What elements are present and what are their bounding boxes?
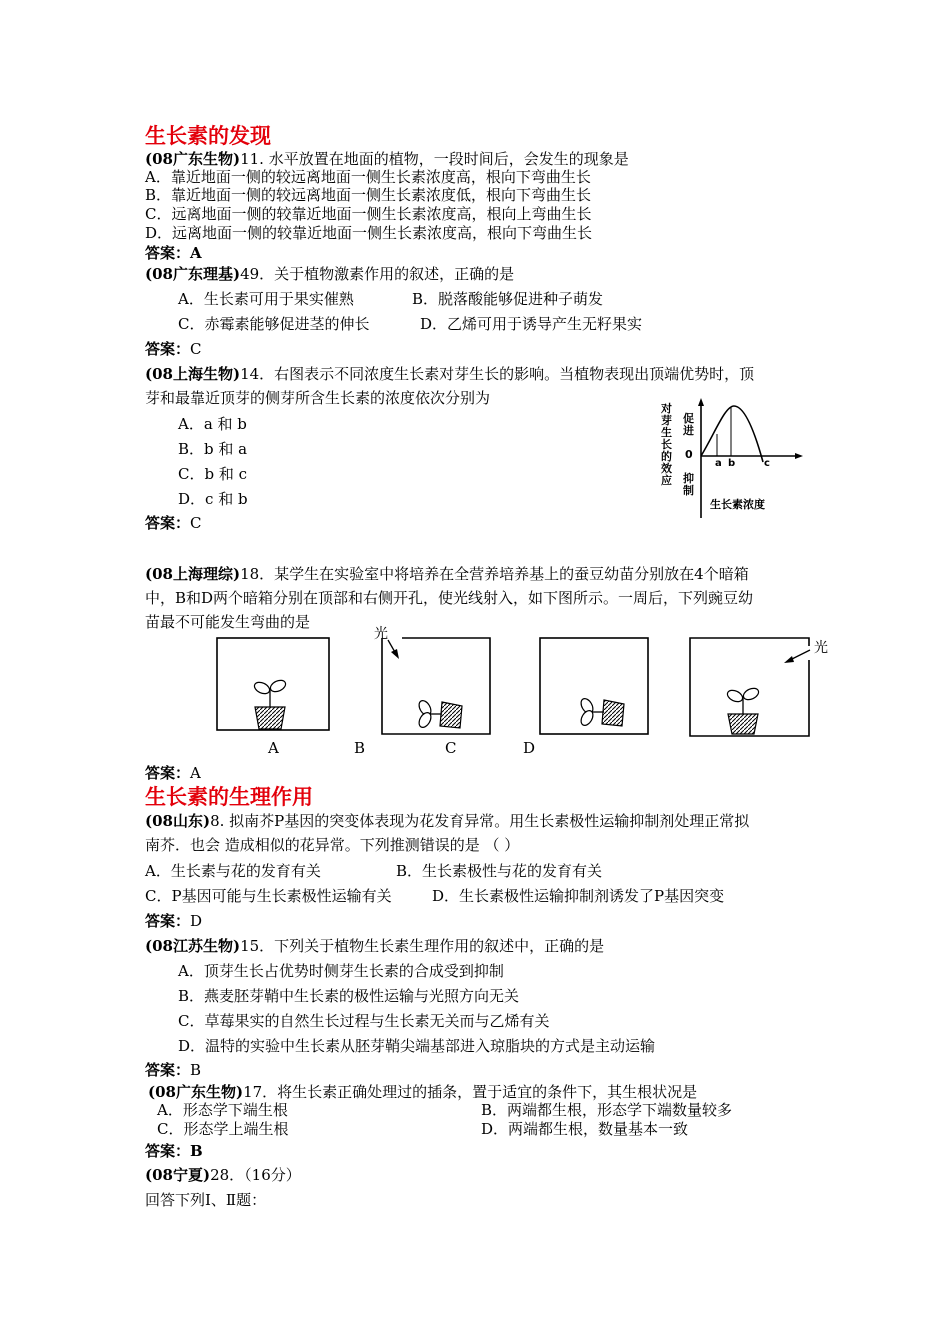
question-source: (08广东理基) [145, 265, 241, 283]
light-label: 光 [814, 640, 828, 656]
answer-value: D [190, 912, 203, 930]
point-label-b: b [728, 458, 736, 469]
light-arrowhead [784, 656, 794, 663]
option: A．a 和 b [178, 415, 247, 433]
section-title: 生长素的生理作用 [145, 785, 313, 809]
option: D．温特的实验中生长素从胚芽鞘尖端基部进入琼脂块的方式是主动运输 [178, 1037, 656, 1055]
question-source: (08广东生物) [145, 150, 241, 168]
question-stem-cont: 回答下列Ⅰ、Ⅱ题： [145, 1191, 267, 1209]
question-stem: 18．某学生在实验室中将培养在全营养培养基上的蚕豆幼苗分别放在4个暗箱 [240, 565, 749, 583]
answer [145, 1061, 201, 1080]
option: A．生长素可用于果实催熟 [178, 290, 354, 308]
y-axis-label-char: 应 [661, 474, 672, 487]
answer-label: 答案： [145, 764, 191, 782]
question-line [145, 365, 754, 384]
question-source: (08山东) [145, 812, 211, 830]
y-axis-label-char: 芽 [661, 414, 672, 427]
question-source: (08宁夏) [145, 1166, 211, 1184]
question-source: (08江苏生物) [145, 937, 241, 955]
question-line [145, 150, 629, 169]
dark-box-b [382, 638, 490, 734]
answer-label: 答案： [145, 340, 191, 358]
option: A．生长素与花的发育有关 [145, 862, 321, 880]
light-label: 光 [374, 626, 388, 642]
box-label-d: D [523, 739, 536, 757]
option: B．两端都生根，形态学下端数量较多 [481, 1101, 733, 1119]
question-source: (08上海生物) [145, 365, 241, 383]
question-stem: 28．（16分） [210, 1166, 301, 1184]
question-stem-cont: 芽和最靠近顶芽的侧芽所含生长素的浓度依次分别为 [145, 389, 491, 407]
option: A．形态学下端生根 [157, 1101, 288, 1119]
question-stem: 11. 水平放置在地面的植物，一段时间后，会发生的现象是 [240, 150, 629, 168]
option: C．远离地面一侧的较靠近地面一侧生长素浓度高，根向上弯曲生长 [145, 205, 592, 223]
box-label-b: B [354, 739, 366, 757]
question-source: (08广东生物) [148, 1083, 244, 1101]
question-stem: 17．将生长素正确处理过的插条，置于适宜的条件下，其生根状况是 [243, 1083, 698, 1101]
question-stem: 14．右图表示不同浓度生长素对芽生长的影响。当植物表现出顶端优势时，顶 [240, 365, 755, 383]
answer: 答案：B [145, 1142, 203, 1160]
answer [145, 912, 202, 931]
option: B．生长素极性与花的发育有关 [396, 862, 603, 880]
answer-value: C [190, 340, 202, 358]
question-stem-cont: 中，B和D两个暗箱分别在顶部和右侧开孔，使光线射入，如下图所示。一周后，下列豌豆幼 [145, 589, 754, 607]
inhibit-label-char: 抑 [683, 472, 694, 485]
question-line [145, 1166, 301, 1185]
seedling-upright [253, 678, 288, 729]
option: C．草莓果实的自然生长过程与生长素无关而与乙烯有关 [178, 1012, 550, 1030]
question-stem: 8. 拟南芥P基因的突变体表现为花发育异常。用生长素极性运输抑制剂处理正常拟 [210, 812, 750, 830]
answer [145, 340, 202, 359]
option: B．脱落酸能够促进种子萌发 [412, 290, 604, 308]
answer-label: 答案： [145, 514, 191, 532]
option: B．b 和 a [178, 440, 248, 458]
auxin-effect-figure [655, 398, 805, 520]
question-stem-cont: 南芥．也会 造成相似的花异常。下列推测错误的是 （ ） [145, 836, 520, 854]
seedling-tilted [417, 699, 462, 730]
answer-label: 答案： [145, 1061, 191, 1079]
answer: 答案：A [145, 244, 202, 262]
y-axis-label-char: 生 [661, 426, 672, 439]
option: D．生长素极性运输抑制剂诱发了P基因突变 [432, 887, 725, 905]
zero-label: 0 [685, 448, 693, 461]
option: C．P基因可能与生长素极性运输有关 [145, 887, 392, 905]
y-axis-label-char: 对 [661, 402, 672, 415]
answer-value: A [190, 764, 201, 782]
box-label-a: A [268, 739, 279, 757]
option: B．靠近地面一侧的较远离地面一侧生长素浓度低，根向下弯曲生长 [145, 186, 592, 204]
answer-value: C [190, 514, 202, 532]
dark-box-c [540, 638, 648, 734]
y-axis-arrow [698, 398, 704, 406]
seedling-tilted [579, 697, 624, 728]
light-arrowhead [391, 649, 399, 659]
option: C．赤霉素能够促进茎的伸长 [178, 315, 370, 333]
option: D．远离地面一侧的较靠近地面一侧生长素浓度高，根向下弯曲生长 [145, 224, 593, 242]
point-label-a: a [715, 458, 722, 469]
question-source: (08上海理综) [145, 565, 241, 583]
question-line [145, 565, 749, 584]
question-line [145, 812, 749, 831]
x-axis-label: 生长素浓度 [710, 498, 765, 511]
y-axis-label-char: 效 [661, 462, 672, 475]
option: C．b 和 c [178, 465, 248, 483]
option: C．形态学上端生根 [157, 1120, 289, 1138]
answer [145, 514, 202, 533]
box-label-c: C [445, 739, 457, 757]
option: A．顶芽生长占优势时侧芽生长素的合成受到抑制 [178, 962, 504, 980]
light-arrow [790, 650, 810, 660]
seedling-upright [726, 686, 761, 734]
option: D．两端都生根，数量基本一致 [481, 1120, 689, 1138]
x-axis-arrow [795, 453, 803, 459]
promote-label-char: 进 [683, 424, 694, 437]
answer [145, 764, 201, 783]
question-stem-cont: 苗最不可能发生弯曲的是 [145, 613, 311, 631]
option: D．c 和 b [178, 490, 248, 508]
question-line [145, 265, 514, 284]
y-axis-label-char: 的 [661, 450, 672, 463]
question-stem: 49．关于植物激素作用的叙述，正确的是 [240, 265, 515, 283]
answer-value: B [190, 1061, 202, 1079]
effect-curve [701, 406, 763, 462]
option: A．靠近地面一侧的较远离地面一侧生长素浓度高，根向下弯曲生长 [145, 168, 591, 186]
answer-label: 答案： [145, 912, 191, 930]
inhibit-label-char: 制 [683, 484, 694, 497]
option: B．燕麦胚芽鞘中生长素的极性运输与光照方向无关 [178, 987, 520, 1005]
question-line [148, 1083, 697, 1102]
promote-label-char: 促 [683, 412, 694, 425]
option: D．乙烯可用于诱导产生无籽果实 [420, 315, 643, 333]
point-label-c: c [764, 458, 770, 469]
question-line [145, 937, 604, 956]
question-stem: 15．下列关于植物生长素生理作用的叙述中，正确的是 [240, 937, 605, 955]
seedling-boxes-figure [200, 622, 840, 762]
y-axis-label-char: 长 [661, 438, 672, 451]
section-title: 生长素的发现 [145, 124, 271, 148]
